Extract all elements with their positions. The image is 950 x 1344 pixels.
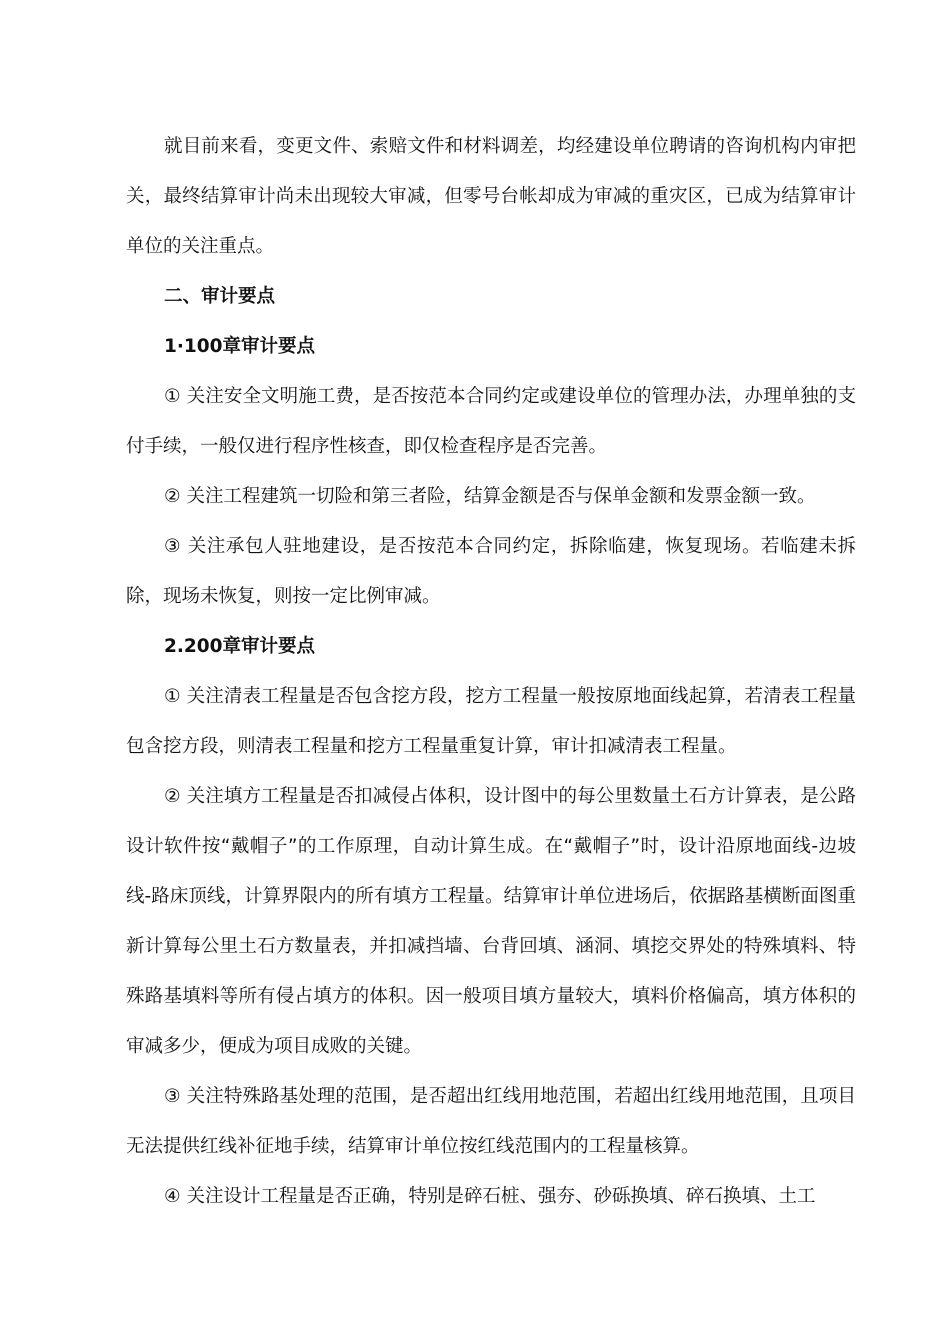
paragraph-100-item-1: ① 关注安全文明施工费，是否按范本合同约定或建设单位的管理办法，办理单独的支付手续，一般仅进行程序性核查，即仅检查程序是否完善。 (126, 386, 856, 457)
paragraph-200-item-3: ③ 关注特殊路基处理的范围，是否超出红线用地范围，若超出红线用地范围，且项目无法提供红线补征地手续，结算审计单位按红线范围内的工程量核算。 (126, 1086, 856, 1157)
document-body (126, 122, 856, 1222)
paragraph-100-item-2: ② 关注工程建筑一切险和第三者险，结算金额是否与保单金额和发票金额一致。 (164, 486, 816, 507)
subsection-heading-chapter-200: 2.200章审计要点 (164, 636, 316, 657)
paragraph-200-item-1: ① 关注清表工程量是否包含挖方段，挖方工程量一般按原地面线起算，若清表工程量包含挖方段，则清表工程量和挖方工程量重复计算，审计扣减清表工程量。 (126, 686, 856, 757)
paragraph-intro: 就目前来看，变更文件、索赔文件和材料调差，均经建设单位聘请的咨询机构内审把关，最终结算审计尚未出现较大审减，但零号台帐却成为审减的重灾区，已成为结算审计单位的关注重点。 (126, 136, 856, 257)
section-heading-audit-points: 二、审计要点 (164, 286, 276, 307)
paragraph-100-item-3: ③ 关注承包人驻地建设，是否按范本合同约定，拆除临建，恢复现场。若临建未拆除，现场未恢复，则按一定比例审减。 (126, 536, 857, 607)
paragraph-200-item-4: ④ 关注设计工程量是否正确，特别是碎石桩、强夯、砂砾换填、碎石换填、土工 (164, 1186, 816, 1207)
paragraph-200-item-2: ② 关注填方工程量是否扣减侵占体积，设计图中的每公里数量土石方计算表，是公路设计软件按“戴帽子”的工作原理，自动计算生成。在“戴帽子”时，设计沿原地面线-边坡线-路床顶线，计算界限内的所有填方工程量。结算审计单位进场后，依据路基横断面图重新计算每公里土石方数量表，并扣减挡墙、台背回填、涵洞、填挖交界处的特殊填料、特殊路基填料等所有侵占填方的体积。因一般项目填方量较大，填料价格偏高，填方体积的审减多少，便成为项目成败的关键。 (126, 786, 856, 1057)
subsection-heading-chapter-100: 1·100章审计要点 (164, 336, 316, 357)
